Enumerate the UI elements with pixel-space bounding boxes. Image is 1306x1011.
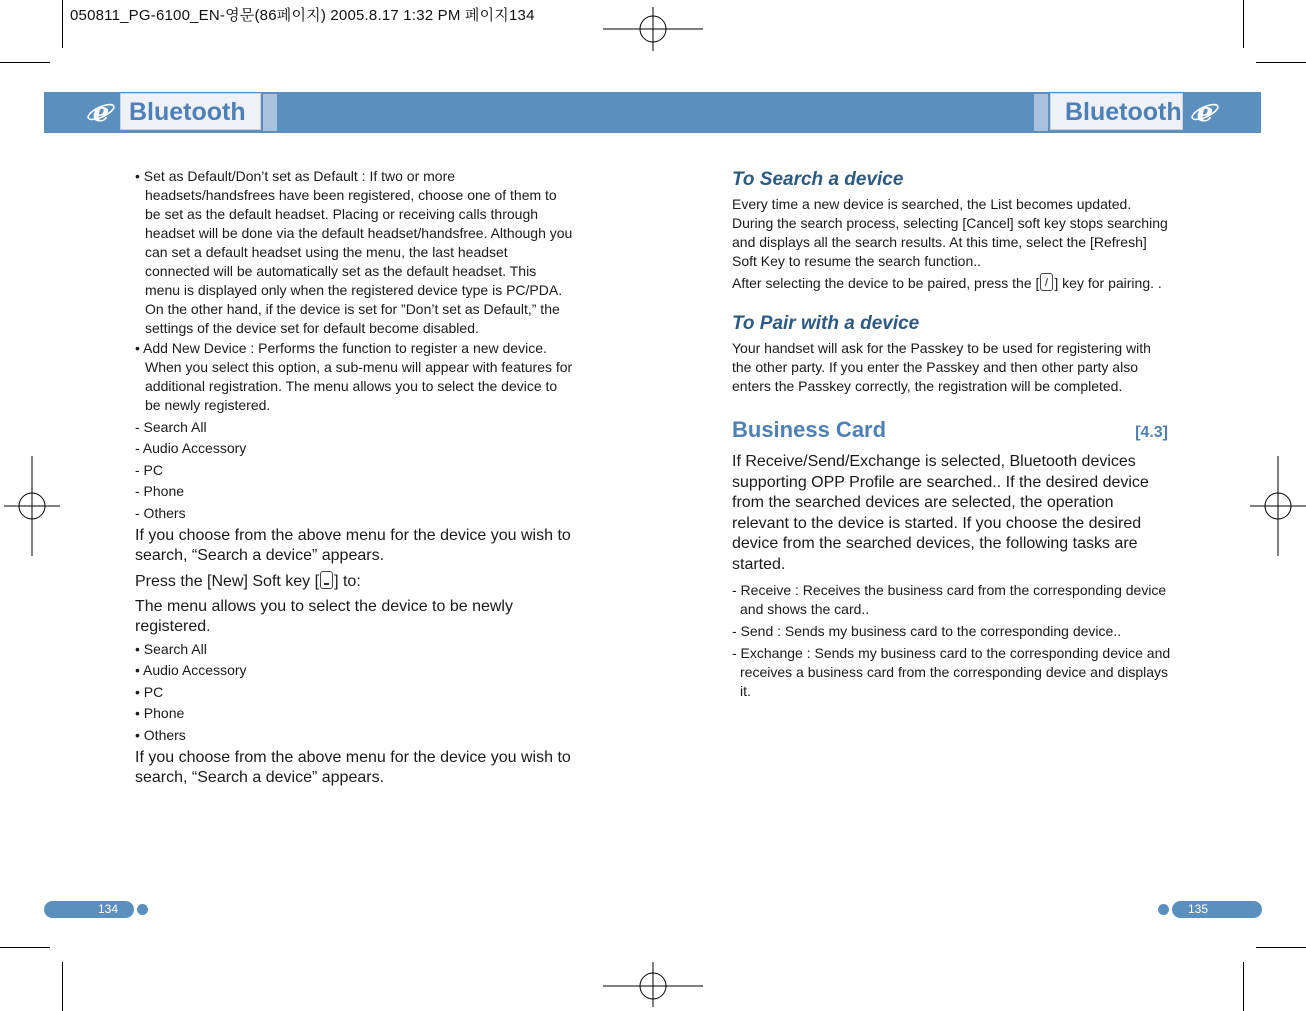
list-item: - Exchange : Sends my business card to the corresponding device and receives a business card from the corresponding device and displays it. (732, 645, 1171, 699)
text: ] key for pairing. . (1054, 275, 1162, 291)
list-item: • Audio Accessory (135, 662, 247, 678)
paragraph-pairing-key (732, 273, 1172, 293)
text: ] to: (334, 572, 361, 590)
banner-strip (1034, 94, 1048, 131)
crop-mark (62, 962, 63, 1011)
internet-explorer-e-icon (86, 97, 116, 127)
paragraph: The menu allows you to select the device to be newly registered. (135, 597, 513, 635)
heading-search-device: To Search a device (732, 169, 904, 190)
svg-text:e: e (1196, 98, 1214, 127)
text: Press the [New] Soft key [ (135, 572, 320, 590)
banner-strip (263, 94, 277, 131)
section-title-text: Business Card (732, 417, 887, 442)
bullet-list (135, 640, 575, 745)
list-item: • PC (135, 683, 164, 700)
paragraph: If Receive/Send/Exchange is selected, Bluetooth devices supporting OPP Profile are searched.. If the desired device from the searched devices are selected, the operation relevant to the device is started. If you choose the desired device from the searched devices, the following tasks are started. (732, 453, 1149, 573)
page-title-right: Bluetooth (1065, 98, 1182, 126)
title-box-right (1050, 93, 1183, 130)
crop-mark (0, 62, 50, 63)
internet-explorer-e-icon (1190, 97, 1220, 127)
page-number-right: 135 (1172, 901, 1262, 918)
left-page-content (135, 167, 575, 788)
soft-key-icon (320, 571, 333, 589)
page-dot-left (137, 904, 148, 915)
list-item: - PC (135, 461, 163, 478)
crop-mark (62, 0, 63, 48)
crop-mark (1256, 62, 1306, 63)
text: After selecting the device to be paired, press the [ (732, 275, 1040, 291)
ok-key-icon (1040, 273, 1053, 291)
title-box-left (120, 93, 261, 130)
section-title-business-card (732, 416, 1172, 444)
heading-pair-device: To Pair with a device (732, 313, 920, 334)
page-dot-right (1158, 904, 1169, 915)
page-title-left: Bluetooth (129, 98, 246, 126)
paragraph-new-softkey (135, 571, 575, 592)
crop-mark (1243, 962, 1244, 1011)
list-item: • Phone (135, 705, 185, 721)
print-slug: 050811_PG-6100_EN-영문(86페이지) 2005.8.17 1:32 PM 페이지134 (70, 7, 535, 24)
registration-mark-right (1250, 456, 1306, 556)
list-item: - Search All (135, 418, 207, 435)
paragraph: Every time a new device is searched, the List becomes updated. During the search process, selecting [Cancel] soft key stops searching and displays all the search results. At this time, select the [Refresh] Soft Key to resume the search function.. (732, 196, 1168, 269)
registration-mark-left (4, 456, 60, 556)
paragraph: If you choose from the above menu for the device you wish to search, “Search a device” appears. (135, 526, 571, 564)
list-item: • Others (135, 726, 186, 743)
list-item: - Others (135, 504, 186, 521)
bullet-set-default: • Set as Default/Don’t set as Default : If two or more headsets/handsfrees have been registered, choose one of them to be set as the default headset. Placing or receiving calls through headset will be done via the default headset/handsfree. Although you can set a default headset using the menu, the last headset connected will be automatically set as the default headset. This menu is displayed only when the registered device type is PC/PDA. On the other hand, if the device is set for ”Don’t set as Default,” the settings of the device set for default become disabled. (135, 168, 573, 336)
dash-list (135, 418, 575, 523)
svg-text:e: e (92, 98, 110, 127)
paragraph: If you choose from the above menu for the device you wish to search, “Search a device” appears. (135, 748, 571, 786)
list-item: - Send : Sends my business card to the corresponding device.. (732, 623, 1122, 639)
registration-mark-bottom (603, 962, 703, 1007)
crop-mark (0, 947, 50, 948)
list-item: - Phone (135, 483, 185, 499)
section-code: [4.3] (1135, 424, 1168, 441)
list-item: • Search All (135, 640, 207, 657)
page-number-left: 134 (44, 901, 134, 918)
crop-mark (1256, 947, 1306, 948)
bullet-add-new-device: • Add New Device : Performs the function to register a new device. When you select this option, a sub-menu will appear with features for additional registration. The menu allows you to select the device to be newly registered. (135, 340, 573, 413)
right-page-content (732, 168, 1172, 701)
crop-mark (1243, 0, 1244, 48)
list-item: - Audio Accessory (135, 440, 247, 456)
registration-mark-top (603, 7, 703, 51)
paragraph: Your handset will ask for the Passkey to be used for registering with the other party. If you enter the Passkey and then other party also enters the Passkey correctly, the registration will be completed. (732, 340, 1151, 394)
list-item: - Receive : Receives the business card from the corresponding device and shows the card.. (732, 582, 1167, 617)
